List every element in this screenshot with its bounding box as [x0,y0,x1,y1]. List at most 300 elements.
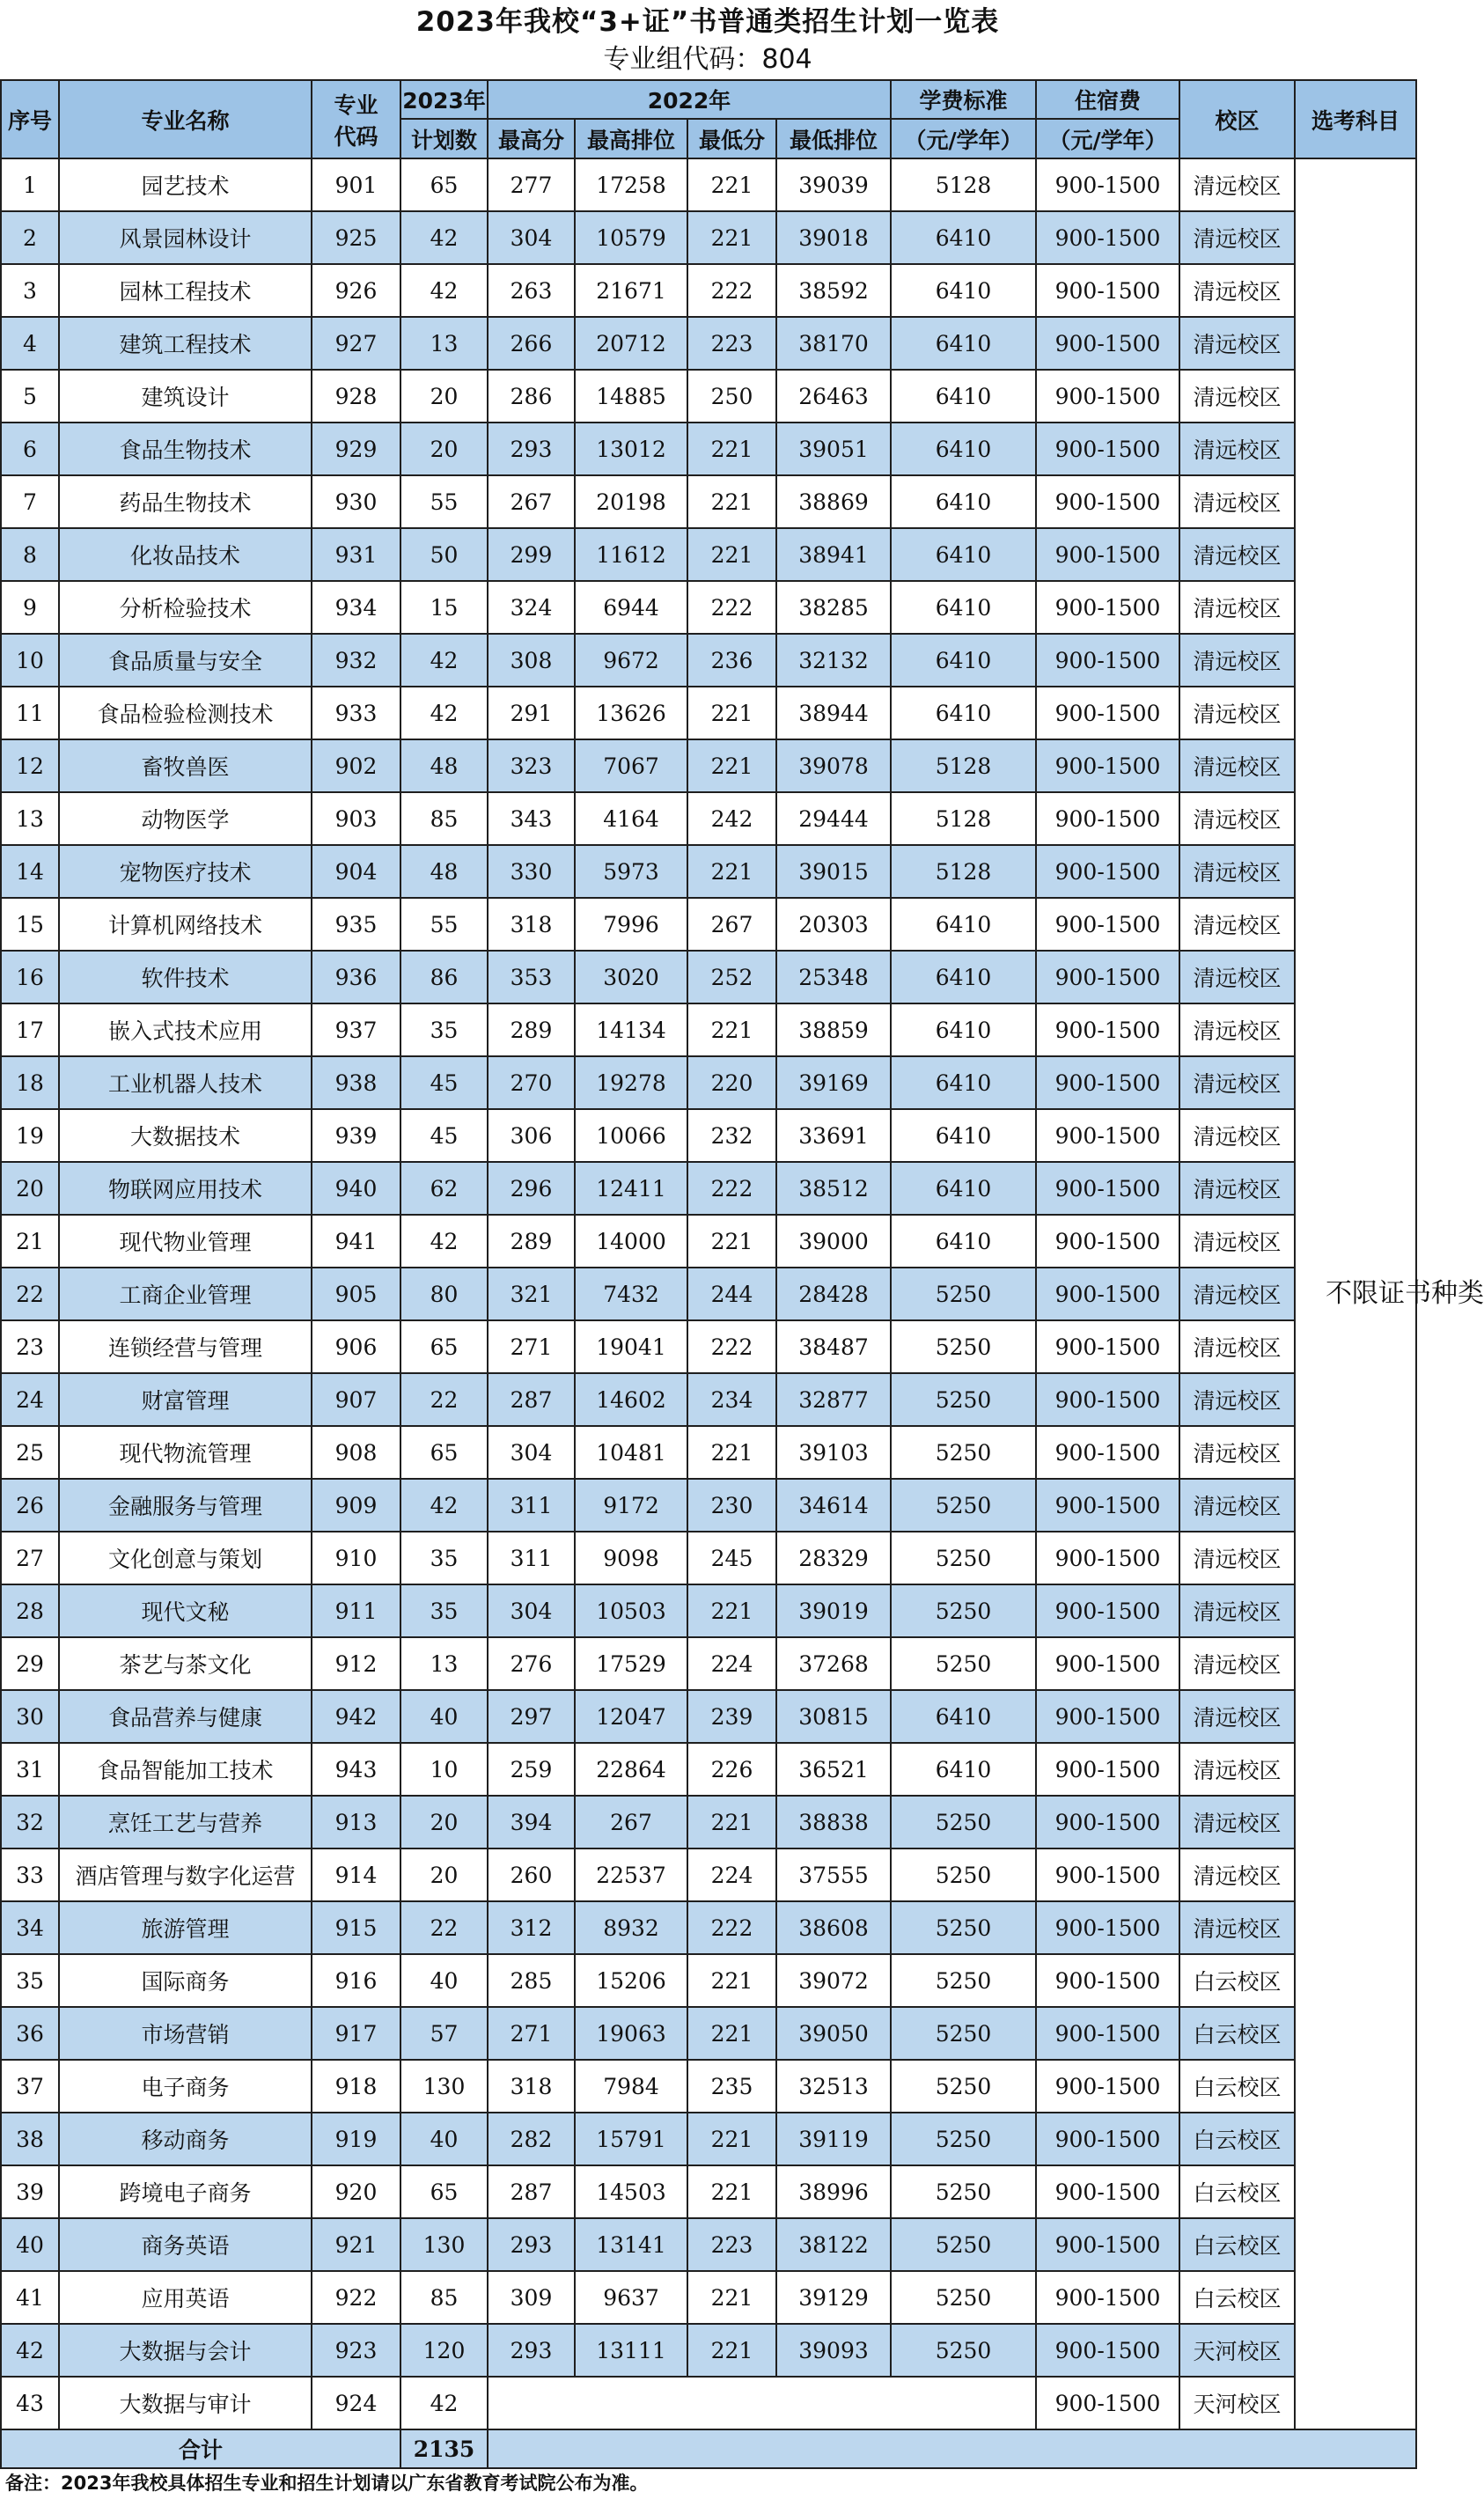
cell-min-rank: 32877 [776,1373,891,1426]
cell-plan-count: 65 [400,158,488,211]
table-row [1,739,1416,792]
cell-major-name: 大数据与会计 [59,2324,312,2377]
cell-max-rank: 15206 [575,1954,687,2007]
cell-campus: 清远校区 [1179,1162,1295,1215]
cell-campus: 清远校区 [1179,317,1295,370]
cell-campus: 清远校区 [1179,898,1295,951]
cell-seq: 25 [1,1426,59,1479]
cell-min-score: 221 [687,1215,776,1268]
table-row [1,2113,1416,2165]
cell-campus: 清远校区 [1179,1056,1295,1109]
cell-plan-count: 20 [400,1849,488,1901]
cell-max-rank: 21671 [575,264,687,317]
cell-max-score: 287 [488,2165,575,2218]
cell-major-name: 化妆品技术 [59,528,312,581]
cell-max-score: 271 [488,1320,575,1373]
table-row [1,1584,1416,1637]
cell-max-rank: 7996 [575,898,687,951]
cell-dorm-fee: 900-1500 [1036,1901,1179,1954]
cell-dorm-fee: 900-1500 [1036,1320,1179,1373]
cell-max-score: 293 [488,2218,575,2271]
header-min-score: 最低分 [687,119,776,158]
cell-seq: 43 [1,2377,59,2429]
table-row [1,1637,1416,1690]
cell-dorm-fee: 900-1500 [1036,1637,1179,1690]
cell-major-code: 940 [312,1162,400,1215]
cell-dorm-fee: 900-1500 [1036,951,1179,1003]
table-row [1,1426,1416,1479]
cell-tuition: 6410 [891,634,1036,687]
cell-seq: 12 [1,739,59,792]
cell-major-name: 大数据技术 [59,1109,312,1162]
cell-major-code: 941 [312,1215,400,1268]
cell-max-score: 311 [488,1479,575,1532]
table-row [1,264,1416,317]
cell-major-code: 917 [312,2007,400,2060]
cell-campus: 清远校区 [1179,1690,1295,1743]
table-row [1,158,1416,211]
table-row [1,1954,1416,2007]
cell-plan-count: 35 [400,1584,488,1637]
cell-dorm-fee: 900-1500 [1036,2165,1179,2218]
cell-dorm-fee: 900-1500 [1036,2113,1179,2165]
cell-seq: 5 [1,370,59,423]
cell-max-rank: 9098 [575,1532,687,1584]
cell-seq: 28 [1,1584,59,1637]
cell-plan-count: 42 [400,634,488,687]
table-row [1,1056,1416,1109]
cell-tuition: 6410 [891,1003,1036,1056]
cell-campus: 清远校区 [1179,634,1295,687]
cell-min-score: 221 [687,1584,776,1637]
cell-major-code: 926 [312,264,400,317]
header-code-line2: 代码 [334,123,378,150]
footnote: 备注：2023年我校具体招生专业和招生计划请以广东省教育考试院公布为准。 [5,2473,649,2494]
cell-seq: 11 [1,687,59,739]
total-label: 合计 [1,2429,400,2468]
cell-dorm-fee: 900-1500 [1036,1479,1179,1532]
cell-major-code: 934 [312,581,400,634]
cell-min-score: 232 [687,1109,776,1162]
table-row [1,792,1416,845]
header-campus: 校区 [1179,80,1295,158]
cell-min-rank: 20303 [776,898,891,951]
cell-min-score: 221 [687,739,776,792]
cell-major-name: 园艺技术 [59,158,312,211]
cell-major-code: 937 [312,1003,400,1056]
cell-max-score: 299 [488,528,575,581]
cell-tuition: 5250 [891,1479,1036,1532]
cell-plan-count: 22 [400,1373,488,1426]
cell-max-rank: 5973 [575,845,687,898]
cell-seq: 4 [1,317,59,370]
cell-tuition: 5250 [891,1268,1036,1320]
cell-major-code: 918 [312,2060,400,2113]
cell-major-code: 925 [312,211,400,264]
table-row [1,1479,1416,1532]
table-row [1,2165,1416,2218]
cell-max-score: 330 [488,845,575,898]
cell-min-rank: 39119 [776,2113,891,2165]
cell-min-rank: 38592 [776,264,891,317]
cell-min-rank: 39000 [776,1215,891,1268]
cell-min-rank: 38122 [776,2218,891,2271]
cell-seq: 30 [1,1690,59,1743]
cell-plan-count: 48 [400,739,488,792]
cell-min-rank: 38487 [776,1320,891,1373]
cell-seq: 22 [1,1268,59,1320]
cell-major-name: 现代文秘 [59,1584,312,1637]
cell-seq: 40 [1,2218,59,2271]
cell-max-rank: 14000 [575,1215,687,1268]
cell-dorm-fee: 900-1500 [1036,1268,1179,1320]
cell-dorm-fee: 900-1500 [1036,1690,1179,1743]
cell-major-code: 933 [312,687,400,739]
cell-max-score: 289 [488,1215,575,1268]
cell-min-score: 239 [687,1690,776,1743]
cell-major-code: 911 [312,1584,400,1637]
table-row [1,370,1416,423]
cell-seq: 3 [1,264,59,317]
cell-campus: 清远校区 [1179,423,1295,475]
cell-min-score: 267 [687,898,776,951]
cell-dorm-fee: 900-1500 [1036,2324,1179,2377]
cell-campus: 清远校区 [1179,1373,1295,1426]
cell-seq: 19 [1,1109,59,1162]
cell-campus: 白云校区 [1179,2271,1295,2324]
cell-seq: 10 [1,634,59,687]
cell-min-rank: 38859 [776,1003,891,1056]
cell-plan-count: 35 [400,1003,488,1056]
cell-max-score: 394 [488,1796,575,1849]
header-tuition-unit: （元/学年） [891,119,1036,158]
cell-major-name: 连锁经营与管理 [59,1320,312,1373]
cell-min-score: 221 [687,475,776,528]
cell-plan-count: 55 [400,898,488,951]
cell-seq: 16 [1,951,59,1003]
cell-max-score: 263 [488,264,575,317]
table-row [1,2007,1416,2060]
cell-seq: 31 [1,1743,59,1796]
cell-min-rank: 32132 [776,634,891,687]
cell-tuition: 6410 [891,317,1036,370]
cell-tuition: 6410 [891,370,1036,423]
cell-major-code: 920 [312,2165,400,2218]
cell-max-rank: 7067 [575,739,687,792]
cell-min-rank: 39169 [776,1056,891,1109]
cell-seq: 37 [1,2060,59,2113]
cell-tuition: 6410 [891,475,1036,528]
cell-max-rank: 9637 [575,2271,687,2324]
table-row [1,1901,1416,1954]
cell-min-score: 242 [687,792,776,845]
cell-major-name: 食品生物技术 [59,423,312,475]
cell-max-rank: 13012 [575,423,687,475]
cell-tuition: 5250 [891,2324,1036,2377]
cell-major-name: 药品生物技术 [59,475,312,528]
cell-min-rank: 36521 [776,1743,891,1796]
cell-min-score: 224 [687,1849,776,1901]
total-blank [488,2429,1416,2468]
cell-min-rank: 39078 [776,739,891,792]
cell-min-score: 224 [687,1637,776,1690]
cell-max-rank: 17258 [575,158,687,211]
cell-max-rank: 7984 [575,2060,687,2113]
cell-plan-count: 57 [400,2007,488,2060]
cell-max-rank: 7432 [575,1268,687,1320]
cell-max-score: 323 [488,739,575,792]
cell-major-name: 文化创意与策划 [59,1532,312,1584]
table-row [1,211,1416,264]
cell-major-name: 旅游管理 [59,1901,312,1954]
cell-max-rank: 20198 [575,475,687,528]
cell-major-name: 建筑工程技术 [59,317,312,370]
cell-dorm-fee: 900-1500 [1036,370,1179,423]
cell-tuition: 5250 [891,2271,1036,2324]
cell-tuition: 5250 [891,1637,1036,1690]
cell-min-rank: 39019 [776,1584,891,1637]
cell-seq: 27 [1,1532,59,1584]
cell-dorm-fee: 900-1500 [1036,687,1179,739]
cell-major-code: 929 [312,423,400,475]
cell-campus: 天河校区 [1179,2377,1295,2429]
cell-max-rank: 14503 [575,2165,687,2218]
cell-plan-count: 13 [400,1637,488,1690]
cell-min-score: 221 [687,687,776,739]
cell-max-score: 286 [488,370,575,423]
cell-dorm-fee: 900-1500 [1036,317,1179,370]
cell-seq: 6 [1,423,59,475]
cell-tuition: 5250 [891,2218,1036,2271]
cell-campus: 清远校区 [1179,1268,1295,1320]
cell-tuition: 6410 [891,1215,1036,1268]
cell-plan-count: 80 [400,1268,488,1320]
cell-major-name: 应用英语 [59,2271,312,2324]
cell-plan-count: 35 [400,1532,488,1584]
table-row [1,1690,1416,1743]
table-row [1,2271,1416,2324]
table-row [1,2324,1416,2377]
cell-min-rank: 37268 [776,1637,891,1690]
cell-max-score: 285 [488,1954,575,2007]
cell-min-score: 234 [687,1373,776,1426]
cell-min-rank: 38869 [776,475,891,528]
cell-empty [488,2377,1036,2429]
table-row [1,951,1416,1003]
cell-plan-count: 10 [400,1743,488,1796]
cell-min-rank: 38512 [776,1162,891,1215]
cell-seq: 24 [1,1373,59,1426]
cell-seq: 2 [1,211,59,264]
cell-seq: 15 [1,898,59,951]
header-max-score: 最高分 [488,119,575,158]
cell-seq: 21 [1,1215,59,1268]
cell-major-code: 902 [312,739,400,792]
cell-major-name: 市场营销 [59,2007,312,2060]
cell-min-rank: 32513 [776,2060,891,2113]
cell-max-score: 293 [488,2324,575,2377]
cell-dorm-fee: 900-1500 [1036,2377,1179,2429]
cell-max-rank: 6944 [575,581,687,634]
cell-tuition: 5250 [891,1373,1036,1426]
cell-min-score: 221 [687,2113,776,2165]
cell-campus: 白云校区 [1179,2113,1295,2165]
cell-campus: 清远校区 [1179,370,1295,423]
cell-min-score: 221 [687,2007,776,2060]
cell-dorm-fee: 900-1500 [1036,1109,1179,1162]
cell-dorm-fee: 900-1500 [1036,845,1179,898]
cell-dorm-fee: 900-1500 [1036,1003,1179,1056]
cell-seq: 17 [1,1003,59,1056]
cell-campus: 清远校区 [1179,475,1295,528]
cell-campus: 天河校区 [1179,2324,1295,2377]
cell-major-name: 大数据与审计 [59,2377,312,2429]
cell-campus: 清远校区 [1179,1901,1295,1954]
cell-min-rank: 39051 [776,423,891,475]
cell-tuition: 6410 [891,211,1036,264]
cell-plan-count: 65 [400,2165,488,2218]
cell-seq: 36 [1,2007,59,2060]
cell-major-code: 922 [312,2271,400,2324]
cell-min-score: 222 [687,264,776,317]
cell-max-score: 270 [488,1056,575,1109]
cell-min-rank: 38838 [776,1796,891,1849]
cell-seq: 39 [1,2165,59,2218]
cell-max-rank: 19278 [575,1056,687,1109]
cell-tuition: 5250 [891,1954,1036,2007]
cell-min-score: 222 [687,1901,776,1954]
cell-max-rank: 10066 [575,1109,687,1162]
cell-major-code: 908 [312,1426,400,1479]
table-row [1,1268,1416,1320]
cell-plan-count: 130 [400,2060,488,2113]
cell-dorm-fee: 900-1500 [1036,1426,1179,1479]
cell-major-code: 912 [312,1637,400,1690]
cell-plan-count: 15 [400,581,488,634]
cell-min-score: 250 [687,370,776,423]
cell-major-name: 现代物业管理 [59,1215,312,1268]
cell-seq: 8 [1,528,59,581]
cell-min-score: 252 [687,951,776,1003]
cell-major-name: 跨境电子商务 [59,2165,312,2218]
cell-dorm-fee: 900-1500 [1036,1532,1179,1584]
cell-min-rank: 39039 [776,158,891,211]
table-row [1,1320,1416,1373]
cell-seq: 13 [1,792,59,845]
cell-seq: 20 [1,1162,59,1215]
cell-dorm-fee: 900-1500 [1036,1796,1179,1849]
cell-seq: 29 [1,1637,59,1690]
cell-dorm-fee: 900-1500 [1036,1584,1179,1637]
cell-seq: 41 [1,2271,59,2324]
cell-max-score: 289 [488,1003,575,1056]
cell-max-rank: 14885 [575,370,687,423]
cell-max-score: 287 [488,1373,575,1426]
cell-min-rank: 39093 [776,2324,891,2377]
cell-min-score: 221 [687,211,776,264]
cell-tuition: 6410 [891,898,1036,951]
cell-max-score: 324 [488,581,575,634]
table-row [1,2377,1416,2429]
cell-major-code: 930 [312,475,400,528]
header-code-line1: 专业 [334,92,378,118]
cell-major-code: 935 [312,898,400,951]
cell-major-code: 905 [312,1268,400,1320]
table-row [1,528,1416,581]
cell-dorm-fee: 900-1500 [1036,1849,1179,1901]
cell-major-code: 909 [312,1479,400,1532]
cell-seq: 35 [1,1954,59,2007]
cell-plan-count: 55 [400,475,488,528]
cell-campus: 清远校区 [1179,1637,1295,1690]
cell-campus: 清远校区 [1179,1849,1295,1901]
cell-min-rank: 34614 [776,1479,891,1532]
cell-max-score: 277 [488,158,575,211]
cell-tuition: 5250 [891,1849,1036,1901]
cell-max-rank: 12047 [575,1690,687,1743]
cell-major-name: 食品智能加工技术 [59,1743,312,1796]
cell-dorm-fee: 900-1500 [1036,1162,1179,1215]
table-row [1,2060,1416,2113]
cell-tuition: 5250 [891,1584,1036,1637]
table-row [1,1215,1416,1268]
cell-tuition: 5128 [891,845,1036,898]
cell-min-rank: 39072 [776,1954,891,2007]
cell-tuition: 5250 [891,2007,1036,2060]
cell-major-name: 宠物医疗技术 [59,845,312,898]
cell-major-code: 914 [312,1849,400,1901]
header-dorm-unit: （元/学年） [1036,119,1179,158]
cell-max-score: 297 [488,1690,575,1743]
cell-min-score: 222 [687,1162,776,1215]
cell-major-name: 茶艺与茶文化 [59,1637,312,1690]
cell-dorm-fee: 900-1500 [1036,634,1179,687]
cell-min-score: 221 [687,158,776,211]
cell-major-name: 工业机器人技术 [59,1056,312,1109]
cell-major-name: 园林工程技术 [59,264,312,317]
cell-tuition: 6410 [891,951,1036,1003]
cell-plan-count: 65 [400,1320,488,1373]
cell-campus: 清远校区 [1179,951,1295,1003]
table-row [1,581,1416,634]
table-row [1,423,1416,475]
cell-min-rank: 38996 [776,2165,891,2218]
cell-major-code: 906 [312,1320,400,1373]
cell-plan-count: 40 [400,1954,488,2007]
table-row [1,845,1416,898]
cell-campus: 白云校区 [1179,2218,1295,2271]
cell-max-rank: 267 [575,1796,687,1849]
cell-dorm-fee: 900-1500 [1036,1373,1179,1426]
cell-max-score: 309 [488,2271,575,2324]
cell-major-name: 商务英语 [59,2218,312,2271]
cell-plan-count: 20 [400,370,488,423]
cell-dorm-fee: 900-1500 [1036,158,1179,211]
cell-min-rank: 30815 [776,1690,891,1743]
cell-seq: 38 [1,2113,59,2165]
cell-max-score: 343 [488,792,575,845]
cell-tuition: 5250 [891,1532,1036,1584]
cell-max-rank: 15791 [575,2113,687,2165]
cell-campus: 清远校区 [1179,581,1295,634]
cell-plan-count: 42 [400,1215,488,1268]
cell-max-rank: 14602 [575,1373,687,1426]
cell-major-code: 939 [312,1109,400,1162]
cell-tuition: 6410 [891,528,1036,581]
cell-min-score: 221 [687,528,776,581]
cell-major-name: 现代物流管理 [59,1426,312,1479]
table-row [1,1532,1416,1584]
